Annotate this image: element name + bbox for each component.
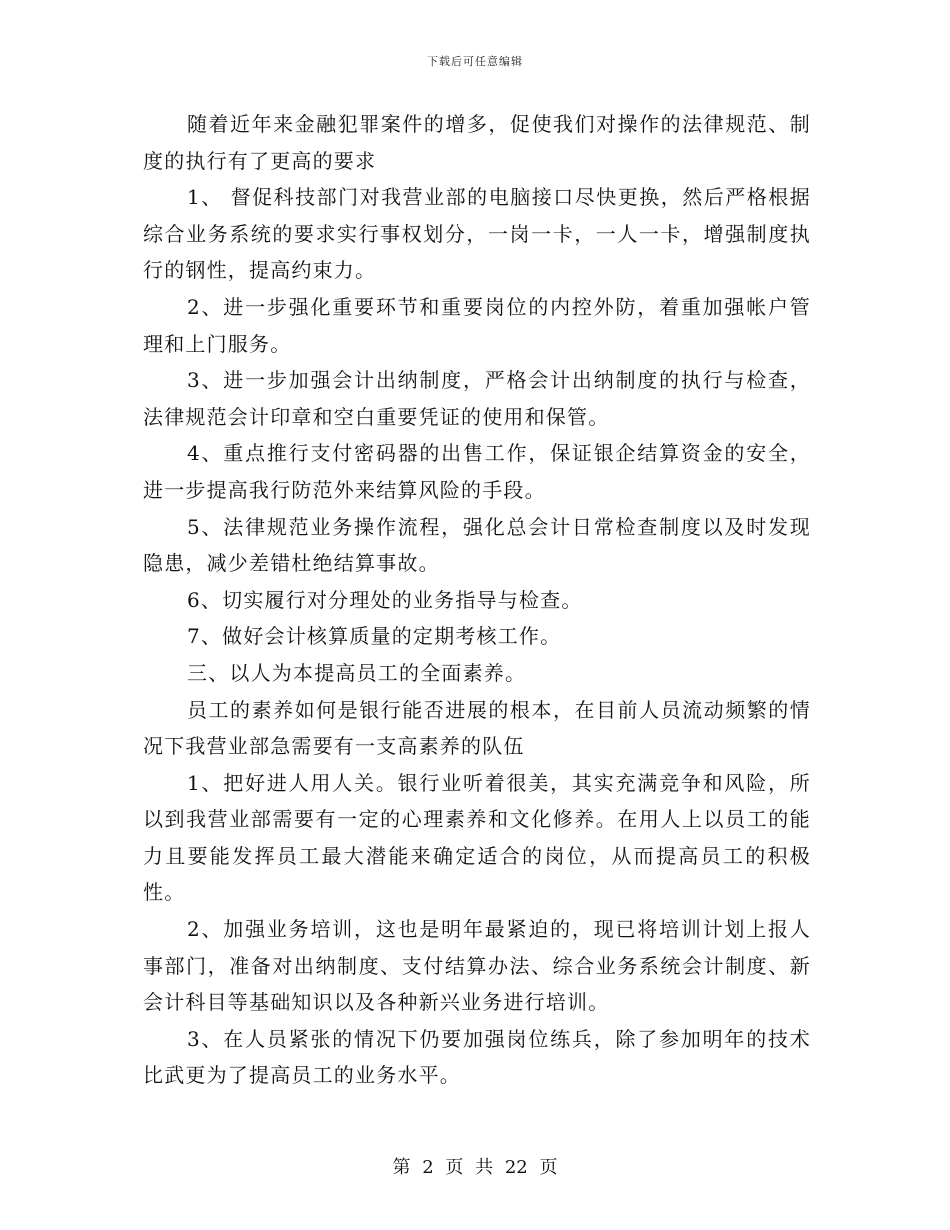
paragraph-section-item-3: 3、在人员紧张的情况下仍要加强岗位练兵，除了参加明年的技术比武更为了提高员工的业务水平。 bbox=[143, 1026, 811, 1088]
section-heading: 三、以人为本提高员工的全面素养。 bbox=[187, 660, 527, 685]
paragraph-intro: 随着近年来金融犯罪案件的增多，促使我们对操作的法律规范、制度的执行有了更高的要求 bbox=[143, 112, 811, 173]
paragraph-item-5: 5、法律规范业务操作流程，强化总会计日常检查制度以及时发现隐患，减少差错杜绝结算事故。 bbox=[143, 514, 811, 576]
paragraph-item-2: 2、进一步强化重要环节和重要岗位的内控外防，着重加强帐户管理和上门服务。 bbox=[143, 294, 811, 356]
paragraph-item-6: 6、切实履行对分理处的业务指导与检查。 bbox=[187, 587, 583, 612]
paragraph-item-7: 7、做好会计核算质量的定期考核工作。 bbox=[187, 624, 562, 649]
page-number-footer: 第 2 页 共 22 页 bbox=[392, 1157, 558, 1178]
document-body bbox=[143, 106, 811, 1094]
paragraph-item-4: 4、重点推行支付密码器的出售工作，保证银企结算资金的安全，进一步提高我行防范外来结算风险的手段。 bbox=[143, 441, 811, 502]
paragraph-item-1: 1、 督促科技部门对我营业部的电脑接口尽快更换，然后严格根据综合业务系统的要求实行事权划分，一岗一卡，一人一卡，增强制度执行的钢性，提高约束力。 bbox=[143, 185, 811, 283]
paragraph-section-intro: 员工的素养如何是银行能否进展的根本，在目前人员流动频繁的情况下我营业部急需要有一支高素养的队伍 bbox=[143, 697, 811, 759]
paragraph-section-item-1: 1、把好进人用人关。银行业听着很美，其实充满竞争和风险，所以到我营业部需要有一定的心理素养和文化修养。在用人上以员工的能力且要能发挥员工最大潜能来确定适合的岗位，从而提高员工的积极性。 bbox=[143, 770, 811, 905]
paragraph-item-3: 3、进一步加强会计出纳制度，严格会计出纳制度的执行与检查，法律规范会计印章和空白重要凭证的使用和保管。 bbox=[143, 368, 811, 429]
paragraph-section-item-2: 2、加强业务培训，这也是明年最紧迫的，现已将培训计划上报人事部门，准备对出纳制度、支付结算办法、综合业务系统会计制度、新会计科目等基础知识以及各种新兴业务进行培训。 bbox=[143, 917, 811, 1015]
page-header: 下载后可任意编辑 bbox=[427, 55, 523, 68]
